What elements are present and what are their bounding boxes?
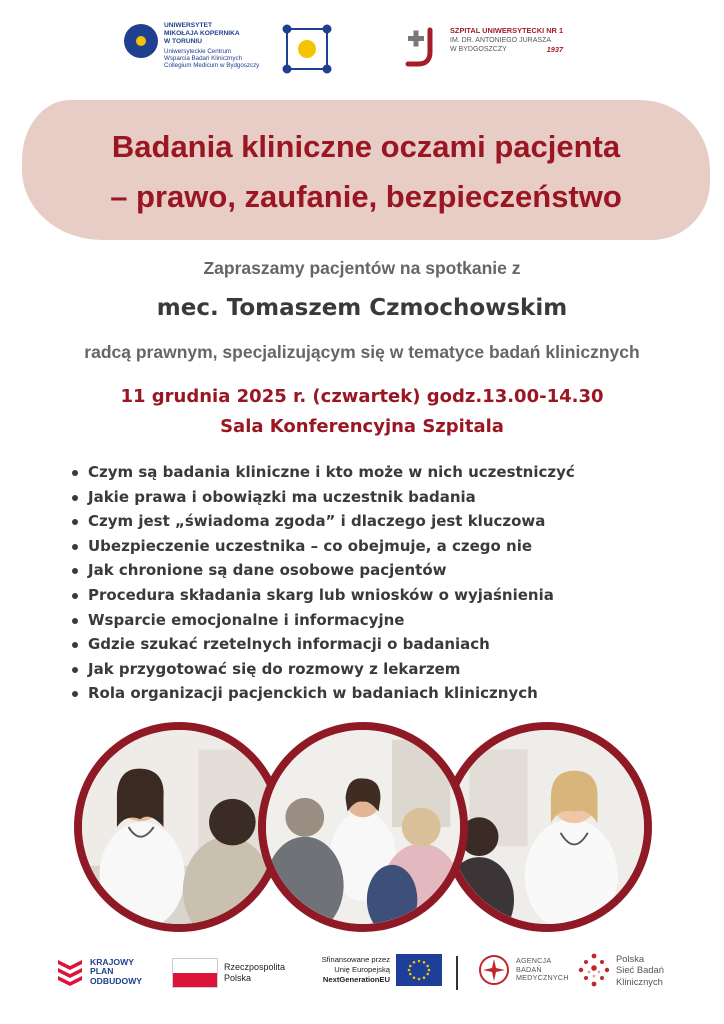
photo-doctor-center [258,722,468,932]
eu-flag-icon [396,954,442,986]
list-item: Rola organizacji pacjenckich w badaniach klinicznych [70,681,575,706]
list-item: Gdzie szukać rzetelnych informacji o badaniach [70,632,575,657]
szpital-cross-icon [404,26,444,70]
footer-logos [0,950,724,1000]
doctor-consultation-image [82,730,276,924]
szpital-city: W BYDGOSZCZY [450,46,507,53]
psbk-logo: Polska Sieć Badań Klinicznych [576,950,676,990]
szpital-patron: IM. DR. ANTONIEGO JURASZA [450,37,551,44]
umk-emblem-icon [124,24,158,58]
list-item: Procedura składania skarg lub wniosków o wyjaśnienia [70,583,575,608]
speaker-name: mec. Tomaszem Czmochowskim [156,295,568,321]
doctor-smiling-image [450,730,644,924]
photo-doctor-right [442,722,652,932]
umk-subtitle: Uniwersyteckie Centrum Wsparcia Badań Klinicznych Collegium Medicum w Bydgoszczy [164,48,260,70]
szpital-name: SZPITAL UNIWERSYTECKI NR 1 [450,26,564,35]
list-item: Jakie prawa i obowiązki ma uczestnik badania [70,485,575,510]
kpo-emblem-icon [56,956,84,988]
list-item: Wsparcie emocjonalne i informacyjne [70,608,575,633]
ucwbk-network-icon [280,22,334,76]
szpital-year: 1937 [546,45,564,54]
event-date: 11 grudnia 2025 r. (czwartek) godz.13.00-14.30 [120,386,604,407]
eu-logo: Sfinansowane przez Unię Europejską NextGenerationEU [306,954,442,986]
list-item: Ubezpieczenie uczestnika – co obejmuje, a czego nie [70,534,575,559]
rp-logo: Rzeczpospolita Polska [172,958,288,988]
polish-flag-icon [172,958,218,988]
invitation-text: Zapraszamy pacjentów na spotkanie z [203,258,521,278]
footer-divider [456,956,458,990]
page-title: Badania kliniczne oczami pacjenta – prawo, zaufanie, bezpieczeństwo [110,129,622,214]
speaker-role: radcą prawnym, specjalizującym się w tematyce badań klinicznych [84,342,640,362]
kpo-logo: KRAJOWY PLAN ODBUDOWY [56,956,160,988]
event-place: Sala Konferencyjna Szpitala [220,416,504,437]
psbk-network-icon [576,950,612,990]
photo-doctor-left [74,722,284,932]
header-logos [0,18,724,88]
list-item: Czym są badania kliniczne i kto może w nich uczestniczyć [70,460,575,485]
umk-logo [124,22,274,70]
list-item: Jak chronione są dane osobowe pacjentów [70,558,575,583]
umk-name: UNIWERSYTET MIKOŁAJA KOPERNIKA W TORUNIU [164,22,240,45]
abm-logo: AGENCJA BADAŃ MEDYCZNYCH [478,954,578,986]
list-item: Jak przygotować się do rozmowy z lekarzem [70,657,575,682]
topics-list [70,460,575,706]
szpital-logo [404,26,563,70]
group-meeting-image [266,730,460,924]
list-item: Czym jest „świadoma zgoda” i dlaczego jest kluczowa [70,509,575,534]
abm-emblem-icon [478,954,510,986]
